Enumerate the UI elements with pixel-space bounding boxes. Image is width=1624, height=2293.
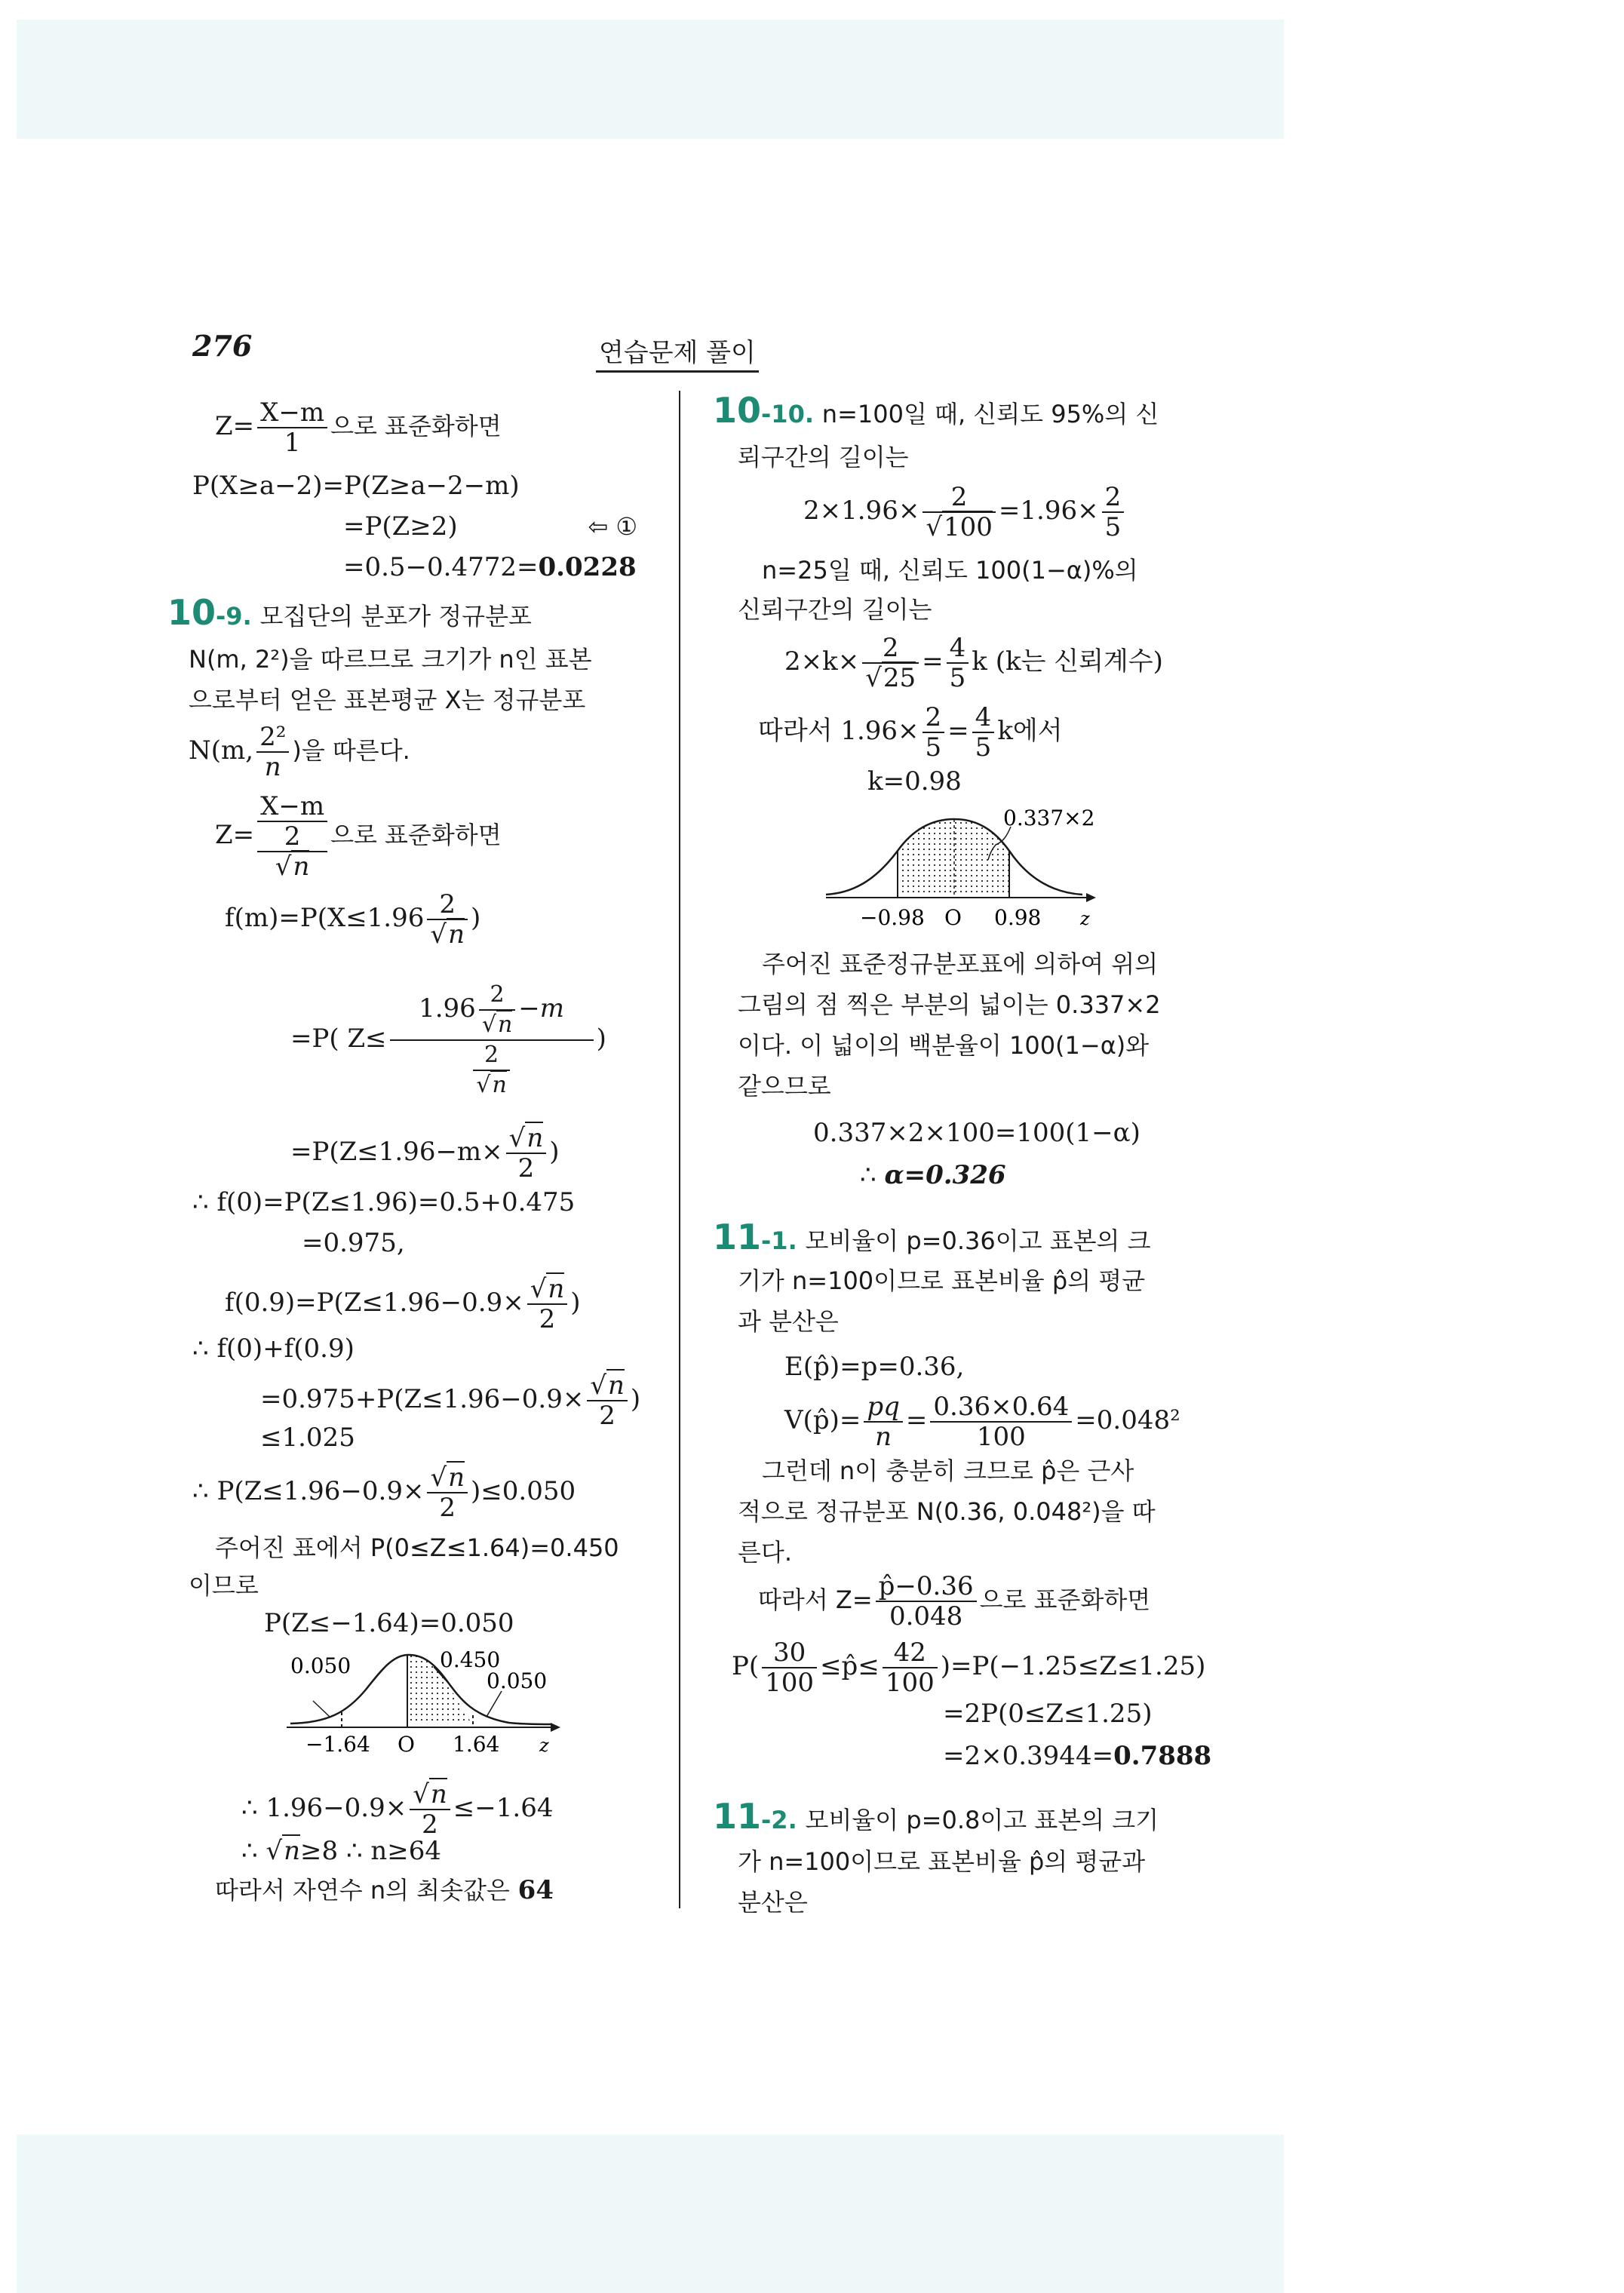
tick-pos: 1.64 [453,1732,500,1757]
problem-10-9-text-4: N(m, $\frac{\text{2²}}{n}$ )을 따른다. [189,722,410,782]
fraction: $\frac{4}{5}$ [947,634,969,692]
fraction: $\frac{X-m}{1}$ [257,398,327,457]
interval-probability-3: =2×0.3944=0.7888 [943,1741,1212,1771]
alpha-answer: ∴ α=0.326 [860,1160,1006,1190]
sum-expanded: =0.975+P(Z≤1.96−0.9× $\frac{√n}{2}$ ) [260,1371,641,1431]
solve-k: 따라서 1.96× $\frac{2}{5}$ = $\frac{4}{5}$ k에서 [758,702,1063,763]
left-tail-label: 0.050 [290,1653,352,1678]
interval-probability: P( $\frac{30}{100}$ ≤p̂≤ $\frac{42}{100}$ )=P(−1.25≤Z≤1.25) [732,1638,1206,1698]
approx-1: 그런데 n이 충분히 크므로 p̂은 근사 [762,1457,1134,1485]
compound-fraction: 1.96 $\frac{2}{√n}$ −m $\frac{2}{√n}$ [390,981,594,1100]
fraction: $\frac{√n}{2}$ [427,1463,468,1522]
origin-label: O [944,905,962,930]
f-m-expanded: =P( Z≤ 1.96 $\frac{2}{√n}$ −m $\frac{2}{√n}$ ) [290,981,606,1098]
problem-11-2-heading: 11-2. 모비율이 p=0.8이고 표본의 크기 [713,1796,1159,1837]
explain-2: 그림의 점 찍은 부분의 넓이는 0.337×2 [738,990,1161,1019]
problem-10-10-text-4: 신뢰구간의 길이는 [738,595,932,624]
explain-1: 주어진 표준정규분포표에 의하여 위의 [762,950,1159,978]
variance: V(p̂)= $\frac{pq}{n}$ = $\frac{0.36\times 0.64}{100}$ =0.048² [784,1392,1180,1452]
fraction: $\frac{0.36\times 0.64}{100}$ [930,1392,1072,1451]
area-label: 0.337×2 [1003,806,1095,830]
explain-4: 같으므로 [738,1072,831,1100]
fraction: $\frac{pq}{n}$ [864,1392,903,1451]
alpha-equation: 0.337×2×100=100(1−α) [813,1118,1140,1148]
fraction: $\frac{p̂-0.36}{0.048}$ [876,1572,977,1631]
k-value: k=0.98 [867,766,962,797]
sum-line: ∴ f(0)+f(0.9) [192,1334,355,1364]
explain-3: 이다. 이 넓이의 백분율이 100(1−α)와 [738,1031,1150,1060]
fraction: $\frac{2}{5}$ [923,703,945,762]
axis-label: z [1080,908,1090,929]
origin-label: O [398,1732,415,1757]
fraction: $\frac{4}{5}$ [972,703,995,762]
problem-10-9-text-3: 으로부터 얻은 표본평균 X는 정규분포 [189,686,586,714]
problem-11-2-text-2: 가 n=100이므로 표본비율 p̂의 평균과 [738,1847,1146,1876]
fraction: $\frac{√n}{2}$ [587,1371,628,1430]
prob-line-1: P(X≥a−2)=P(Z≥a−2−m) [192,471,520,501]
f0-line: ∴ f(0)=P(Z≤1.96)=0.5+0.475 [192,1187,576,1217]
normal-curve-left [283,1644,569,1757]
problem-10-9-heading: 10-9. 모집단의 분포가 정규분포 [167,592,532,633]
problem-10-9-text-2: N(m, 2²)을 따르므로 크기가 n인 표본 [189,645,592,674]
tick-neg: −1.64 [305,1732,370,1757]
fraction: $\frac{2}{√100}$ [923,483,996,542]
prob-bound-line: ∴ P(Z≤1.96−0.9× $\frac{√n}{2}$ )≤0.050 [192,1463,576,1523]
fraction: $\frac{√n}{2}$ [506,1124,547,1183]
tail-probability: P(Z≤−1.64)=0.050 [264,1608,514,1638]
fraction: $\frac{√n}{2}$ [527,1275,568,1334]
conclusion-3: 따라서 자연수 n의 최솟값은 64 [215,1875,554,1905]
page-number: 276 [192,329,253,363]
fraction: $\frac{2}{√25}$ [862,634,919,692]
fraction: $\frac{42}{100}$ [883,1638,938,1697]
standardize-line-1: Z= $\frac{X-m}{1}$ 으로 표준화하면 [215,398,502,458]
problem-11-1-heading: 11-1. 모비율이 p=0.36이고 표본의 크 [713,1217,1151,1257]
fraction: $\frac{√n}{2}$ [410,1780,450,1839]
expectation: E(p̂)=p=0.36, [784,1352,965,1382]
right-tail-label: 0.050 [487,1668,548,1693]
problem-11-1-text-2: 기가 n=100이므로 표본비율 p̂의 평균 [738,1266,1146,1295]
problem-10-10-text-2: 뢰구간의 길이는 [738,443,909,471]
approx-2: 적으로 정규분포 N(0.36, 0.048²)을 따 [738,1497,1156,1526]
fraction: $\frac{\text{2²}}{n}$ [256,723,289,781]
conclusion-2: ∴ √n≥8 ∴ n≥64 [241,1836,442,1866]
interval-length-2: 2×k× $\frac{2}{√25}$ = $\frac{4}{5}$ k (k는 신뢰계수) [784,633,1163,693]
f09-line: f(0.9)=P(Z≤1.96−0.9× $\frac{√n}{2}$ ) [225,1274,581,1334]
normal-curve-right [822,806,1109,934]
interval-probability-2: =2P(0≤Z≤1.25) [943,1699,1153,1729]
table-note-1: 주어진 표에서 P(0≤Z≤1.64)=0.450 [215,1533,619,1562]
tick-neg: −0.98 [860,905,925,930]
axis-label: z [539,1735,549,1756]
standardize-line-2: Z= X−m 2 √n 으로 표준화하면 [215,791,502,882]
problem-11-2-text-3: 분산은 [738,1888,808,1917]
page-header: 연습문제 풀이 [596,332,759,373]
problem-11-1-text-3: 과 분산은 [738,1307,839,1336]
bottom-band [17,2135,1284,2293]
sum-bound: ≤1.025 [260,1423,355,1453]
prob-line-3: =0.5−0.4772=0.0228 [343,552,637,582]
approx-3: 른다. [738,1538,792,1567]
table-note-2: 이므로 [189,1571,259,1600]
fraction: $\frac{30}{100}$ [762,1638,817,1697]
problem-10-10-heading: 10-10. n=100일 때, 신뢰도 95%의 신 [713,390,1159,431]
f0-value: =0.975, [302,1228,405,1258]
conclusion-1: ∴ 1.96−0.9× $\frac{√n}{2}$ ≤−1.64 [241,1779,554,1840]
tick-pos: 0.98 [994,905,1042,930]
interval-length-1: 2×1.96× $\frac{2}{√100}$ =1.96× $\frac{2}{5}$ [803,483,1127,542]
top-band [17,20,1284,139]
f-m-line: f(m)=P(X≤1.96 $\frac{2}{√n}$ ) [225,889,481,950]
f-m-simplified: =P(Z≤1.96−m× $\frac{√n}{2}$ ) [290,1123,560,1183]
fraction: X−m 2 √n [257,792,327,881]
prob-line-2: =P(Z≥2) ⇦ ① [343,511,637,542]
column-divider [679,391,680,1908]
center-area-label: 0.450 [440,1647,501,1672]
problem-10-10-text-3: n=25일 때, 신뢰도 100(1−α)%의 [762,556,1138,585]
fraction: $\frac{2}{√n}$ [427,890,468,949]
fraction: $\frac{2}{5}$ [1102,483,1125,542]
standardize-line-3: 따라서 Z= $\frac{p̂-0.36}{0.048}$ 으로 표준화하면 [758,1571,1151,1631]
